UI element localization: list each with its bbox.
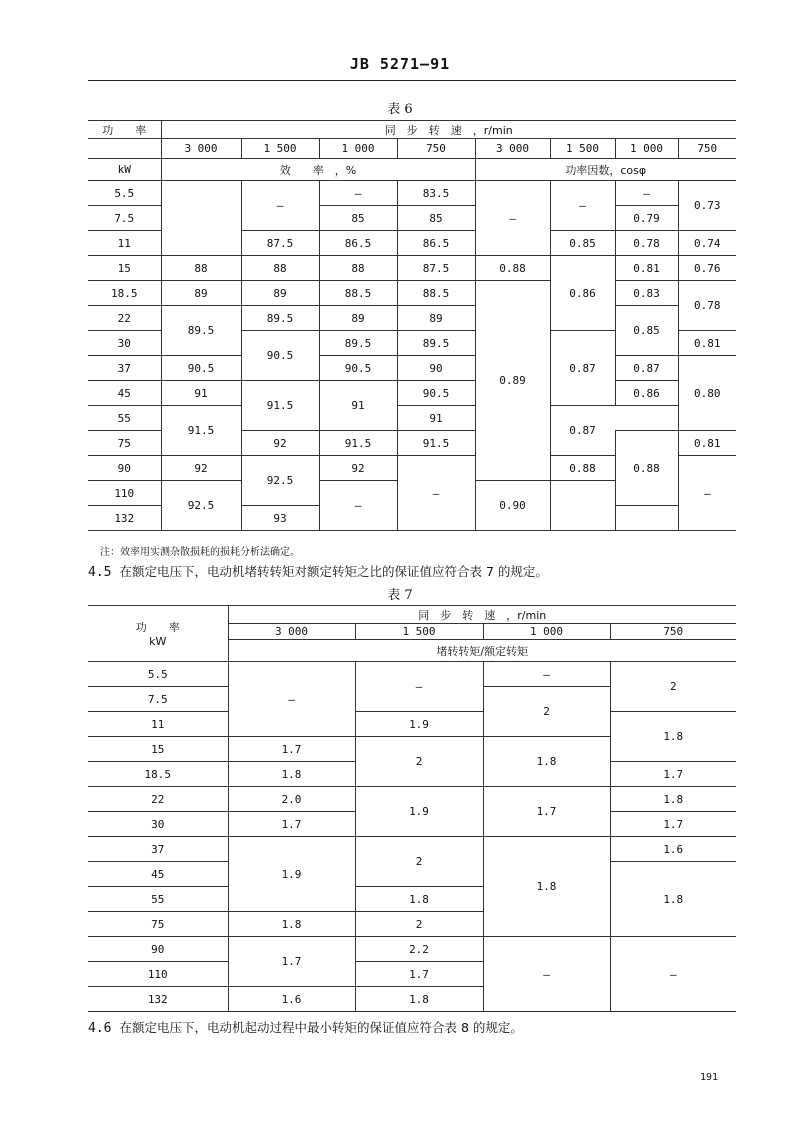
t7-power: 30: [88, 812, 228, 837]
t7-power: 18.5: [88, 762, 228, 787]
t7-power: 90: [88, 937, 228, 962]
t6-cell: 90.5: [241, 331, 319, 381]
t6-power: 7.5: [88, 206, 161, 231]
t7-cell: 2: [355, 912, 483, 937]
t7-cell: 1.8: [610, 787, 736, 812]
t6-cell: 89.5: [241, 306, 319, 331]
t6-cell: 89: [161, 281, 241, 306]
t6-cell: 91.5: [319, 431, 397, 456]
t7-unit: kW: [149, 635, 167, 648]
t6-cell: 88: [241, 256, 319, 281]
t7-cell: —: [355, 662, 483, 712]
t6-cell: 92.5: [161, 481, 241, 531]
t6-cell: 90: [397, 356, 475, 381]
clause-4-5: [88, 562, 548, 580]
table6-caption: 表 6: [387, 102, 413, 117]
t6-efficiency-title: 效 率 ，%: [161, 159, 475, 181]
t6-cell: 0.83: [615, 281, 678, 306]
t6-power: 37: [88, 356, 161, 381]
header-rule: [88, 80, 736, 81]
t6-power: 55: [88, 406, 161, 431]
t7-sync-speed-title: 同 步 转 速 ，r/min: [228, 606, 736, 624]
t6-cell: [161, 181, 241, 256]
t6-cell: 93: [241, 506, 319, 531]
t6-cell: 0.78: [615, 231, 678, 256]
t6-cell: 90.5: [319, 356, 397, 381]
t6-speed: 3 000: [475, 139, 550, 159]
clause-number: 4.5: [88, 565, 112, 580]
t6-cell: 89.5: [161, 306, 241, 356]
t6-cell: 88: [319, 256, 397, 281]
t6-cell: —: [615, 181, 678, 206]
t7-cell: 1.7: [228, 937, 355, 987]
t7-cell: —: [228, 662, 355, 737]
t6-cell: 89: [397, 306, 475, 331]
t7-power: 110: [88, 962, 228, 987]
t7-ratio-title: 堵转转矩/额定转矩: [228, 640, 736, 662]
t6-power: 11: [88, 231, 161, 256]
t6-sync-speed-title: 同 步 转 速 ，r/min: [161, 121, 736, 139]
t6-cell: 0.88: [550, 456, 615, 481]
t6-cell: 87.5: [397, 256, 475, 281]
t6-cell: 0.81: [678, 431, 736, 456]
clause-text: 在额定电压下，电动机起动过程中最小转矩的保证值应符合表 8 的规定。: [119, 1020, 523, 1035]
table6-note: 注：效率用实测杂散损耗的损耗分析法确定。: [100, 547, 300, 558]
t6-speed: 750: [397, 139, 475, 159]
t7-cell: 1.8: [610, 862, 736, 937]
t6-cell: 92: [319, 456, 397, 481]
t6-power: 110: [88, 481, 161, 506]
t7-cell: 2: [355, 837, 483, 887]
t7-cell: 1.8: [228, 762, 355, 787]
t7-cell: 1.6: [610, 837, 736, 862]
t6-power: 15: [88, 256, 161, 281]
t6-speed: 750: [678, 139, 736, 159]
table7-caption: 表 7: [387, 588, 413, 603]
t6-cell: 87.5: [241, 231, 319, 256]
t6-power: 22: [88, 306, 161, 331]
t7-cell: 1.6: [228, 987, 355, 1012]
t6-cell: 86.5: [397, 231, 475, 256]
table6: [88, 120, 736, 531]
t6-cell: [550, 481, 615, 531]
t7-cell: —: [483, 662, 610, 687]
t7-power: 22: [88, 787, 228, 812]
t6-cell: 89.5: [397, 331, 475, 356]
t6-cell: 0.85: [615, 306, 678, 356]
t7-cell: 2.0: [228, 787, 355, 812]
t6-cell: 0.90: [475, 481, 550, 531]
t6-cell: 83.5: [397, 181, 475, 206]
t7-power: 15: [88, 737, 228, 762]
t6-cell: —: [475, 181, 550, 256]
table7: [88, 605, 736, 1012]
t6-cell: 0.81: [615, 256, 678, 281]
t7-speed: 3 000: [228, 624, 355, 640]
t7-power: 75: [88, 912, 228, 937]
t7-cell: 1.7: [483, 787, 610, 837]
t6-speed: 1 500: [241, 139, 319, 159]
t6-cell: —: [397, 456, 475, 531]
t7-power: 55: [88, 887, 228, 912]
t6-cell: 0.87: [550, 331, 615, 406]
t6-cell: 0.87: [615, 356, 678, 381]
t7-cell: —: [610, 937, 736, 1012]
t6-cell: 91: [397, 406, 475, 431]
t7-speed: 750: [610, 624, 736, 640]
t6-cell: 89.5: [319, 331, 397, 356]
t7-cell: 1.7: [610, 762, 736, 787]
t7-cell: 1.8: [610, 712, 736, 762]
t7-power-header: [88, 606, 228, 662]
t6-cell: 88.5: [397, 281, 475, 306]
t6-power: 45: [88, 381, 161, 406]
t6-cell: 85: [319, 206, 397, 231]
t6-cell: 89: [319, 306, 397, 331]
t6-pf-title: 功率因数，cosφ: [475, 159, 736, 181]
t7-speed: 1 500: [355, 624, 483, 640]
t6-cell: 0.73: [678, 181, 736, 231]
t6-cell: —: [319, 481, 397, 531]
t7-cell: 1.7: [228, 812, 355, 837]
t7-cell: 1.8: [483, 837, 610, 937]
t6-cell: 0.76: [678, 256, 736, 281]
t6-cell: 86.5: [319, 231, 397, 256]
t6-cell: —: [678, 456, 736, 531]
t6-cell: 90.5: [161, 356, 241, 381]
t6-cell: 0.79: [615, 206, 678, 231]
t6-cell: 92.5: [241, 456, 319, 506]
t7-cell: 1.8: [355, 887, 483, 912]
t6-blank: [88, 139, 161, 159]
page-number: 191: [700, 1072, 719, 1083]
t7-cell: 1.7: [228, 737, 355, 762]
t6-cell: 0.81: [678, 331, 736, 356]
t7-speed: 1 000: [483, 624, 610, 640]
t6-cell: 91: [319, 381, 397, 431]
t6-unit: kW: [88, 159, 161, 181]
t6-cell: 0.87: [550, 406, 615, 456]
t6-cell: —: [550, 181, 615, 231]
t6-cell: [615, 506, 678, 531]
t6-speed: 1 000: [615, 139, 678, 159]
t6-power: 132: [88, 506, 161, 531]
t6-cell: 0.88: [615, 431, 678, 506]
t6-cell: 85: [397, 206, 475, 231]
t7-cell: 1.8: [228, 912, 355, 937]
t7-cell: 1.9: [228, 837, 355, 912]
t6-power: 75: [88, 431, 161, 456]
t7-cell: 1.7: [610, 812, 736, 837]
t6-cell: 91.5: [161, 406, 241, 456]
t6-cell: 0.78: [678, 281, 736, 331]
t6-cell: —: [241, 181, 319, 231]
t7-cell: 1.9: [355, 787, 483, 837]
t6-cell: 92: [241, 431, 319, 456]
t6-cell: 91.5: [241, 381, 319, 431]
t7-cell: 2: [355, 737, 483, 787]
clause-text: 在额定电压下，电动机堵转转矩对额定转矩之比的保证值应符合表 7 的规定。: [119, 564, 548, 579]
t6-cell: 0.86: [550, 256, 615, 331]
t7-power: 7.5: [88, 687, 228, 712]
t7-cell: 1.8: [483, 737, 610, 787]
t6-cell: 91.5: [397, 431, 475, 456]
t6-power: 90: [88, 456, 161, 481]
t7-cell: 1.8: [355, 987, 483, 1012]
t6-speed: 3 000: [161, 139, 241, 159]
t7-cell: 1.7: [355, 962, 483, 987]
t6-cell: 0.86: [615, 381, 678, 406]
t6-power: 18.5: [88, 281, 161, 306]
standard-header: JB 5271—91: [349, 55, 451, 73]
t6-power-header: 功 率: [88, 121, 161, 139]
t6-power: 30: [88, 331, 161, 356]
t6-cell: —: [319, 181, 397, 206]
t6-cell: 91: [161, 381, 241, 406]
t7-cell: 2.2: [355, 937, 483, 962]
t6-cell: 92: [161, 456, 241, 481]
t7-cell: 2: [483, 687, 610, 737]
t7-power: 132: [88, 987, 228, 1012]
t7-cell: 2: [610, 662, 736, 712]
t7-power: 37: [88, 837, 228, 862]
t6-cell: 0.85: [550, 231, 615, 256]
t6-cell: 0.80: [678, 356, 736, 431]
t7-power-label: 功 率: [135, 621, 180, 634]
t6-power: 5.5: [88, 181, 161, 206]
t7-power: 11: [88, 712, 228, 737]
t7-cell: —: [483, 937, 610, 1012]
t6-speed: 1 000: [319, 139, 397, 159]
t7-power: 45: [88, 862, 228, 887]
t6-cell: 88.5: [319, 281, 397, 306]
t6-cell: 0.89: [475, 281, 550, 481]
t6-speed: 1 500: [550, 139, 615, 159]
t6-cell: 89: [241, 281, 319, 306]
t6-cell: 0.88: [475, 256, 550, 281]
t6-cell: 90.5: [397, 381, 475, 406]
clause-4-6: [88, 1018, 523, 1036]
t6-cell: 88: [161, 256, 241, 281]
clause-number: 4.6: [88, 1021, 112, 1036]
t7-cell: 1.9: [355, 712, 483, 737]
t6-cell: 0.74: [678, 231, 736, 256]
t7-power: 5.5: [88, 662, 228, 687]
